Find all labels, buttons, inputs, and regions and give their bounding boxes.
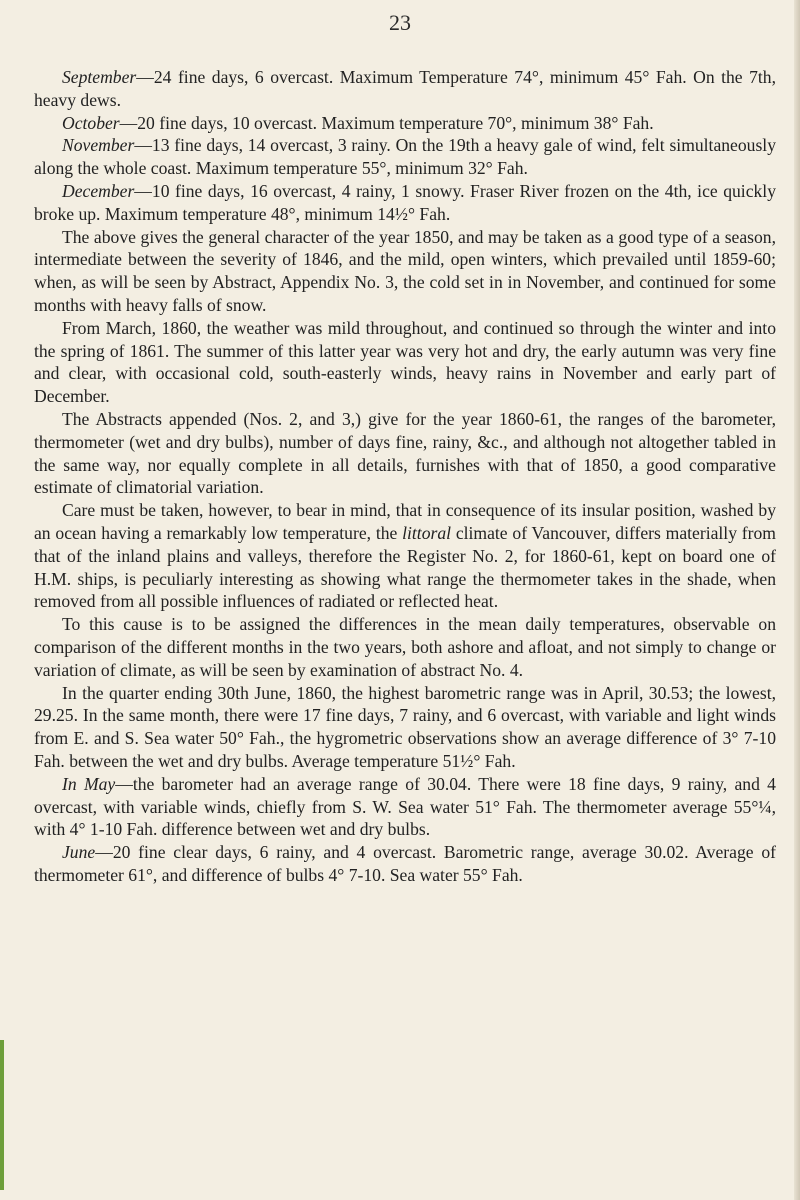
body-text: [34, 66, 776, 887]
month-text: —24 fine days, 6 overcast. Maximum Temperature 74°, minimum 45° Fah. On the 7th, heavy dews.: [34, 67, 776, 110]
paragraph-year-1850: The above gives the general character of the year 1850, and may be taken as a good type of a season, intermediate between the severity of 1846, and the mild, open winters, which prevailed until 1859-60; when, as will be seen by Abstract, Appendix No. 3, the cold set in in November, and continued for some months with heavy falls of snow.: [34, 226, 776, 315]
paragraph-november: [34, 134, 776, 180]
page-edge-shadow: [794, 0, 800, 1200]
month-label: October: [62, 112, 120, 133]
paragraph-october: [34, 112, 776, 135]
paragraph-quarter-june-1860: In the quarter ending 30th June, 1860, the highest barometric range was in April, 30.53; the lowest, 29.25. In the same month, there were 17 fine days, 7 rainy, and 6 overcast, with variable and light winds from E. and S. Sea water 50° Fah., the hygrometric observations show an average difference of 3° 7-10 Fah. between the wet and dry bulbs. Average temperature 51½° Fah.: [34, 682, 776, 771]
paragraph-december: [34, 180, 776, 226]
month-text: —the barometer had an average range of 30.04. There were 18 fine days, 9 rainy, and 4 overcast, with variable winds, chiefly from S. W. Sea water 51° Fah. The thermometer average 55°¼, with 4° 1-10 Fah. difference between wet and dry bulbs.: [34, 773, 776, 840]
month-label: September: [62, 67, 137, 87]
binding-edge-mark: [0, 1040, 4, 1190]
paragraph-temperature-differences: To this cause is to be assigned the differences in the mean daily temperatures, observable on comparison of the different months in the two years, both ashore and afloat, and not simply to change or variation of climate, as will be seen by examination of abstract No. 4.: [34, 614, 776, 680]
paragraph-june: [34, 841, 776, 887]
paragraph-1860-weather: From March, 1860, the weather was mild throughout, and continued so through the winter and into the spring of 1861. The summer of this latter year was very hot and dry, the early autumn was very fine and clear, with occasional cold, south-easterly winds, heavy rains in November and early part of December.: [34, 317, 776, 407]
paragraph-september: [34, 66, 776, 112]
paragraph-abstracts: The Abstracts appended (Nos. 2, and 3,) give for the year 1860-61, the ranges of the barometer, thermometer (wet and dry bulbs), number of days fine, rainy, &c., and although not altogether tabled in the same way, nor equally complete in all details, furnishes with that of 1850, a good comparative estimate of climatorial variation.: [34, 408, 776, 498]
month-text: —20 fine clear days, 6 rainy, and 4 overcast. Barometric range, average 30.02. Average of thermometer 61°, and difference of bulbs 4° 7-10. Sea water 55° Fah.: [34, 842, 776, 885]
text-segment: climate of Vancouver, differs materially from that of the inland plains and valleys, therefore the Register No. 2, for 1860-61, kept on board one of H.M. ships, is peculiarly interesting as showing what range the thermometer takes in the shade, when removed from all possible influences of radiated or reflected heat.: [34, 522, 776, 612]
paragraph-may: [34, 773, 776, 841]
month-label: In May: [62, 773, 116, 794]
page-number: 23: [389, 10, 411, 35]
italic-term: littoral: [402, 522, 452, 543]
month-label: December: [62, 180, 135, 201]
month-text: —13 fine days, 14 overcast, 3 rainy. On the 19th a heavy gale of wind, felt simultaneously along the whole coast. Maximum temperature 55°, minimum 32° Fah.: [34, 135, 776, 179]
month-label: November: [62, 135, 135, 156]
month-label: June: [62, 842, 96, 863]
text-segment: Care must be taken, however, to bear in mind, that in consequence of its insular position, washed by an ocean having a remarkably low temperature, the: [34, 500, 776, 543]
month-text: —10 fine days, 16 overcast, 4 rainy, 1 snowy. Fraser River frozen on the 4th, ice quickly broke up. Maximum temperature 48°, minimum 14½° Fah.: [34, 180, 776, 224]
paragraph-littoral-climate: [34, 499, 776, 613]
month-text: —20 fine days, 10 overcast. Maximum temperature 70°, minimum 38° Fah.: [119, 112, 654, 133]
